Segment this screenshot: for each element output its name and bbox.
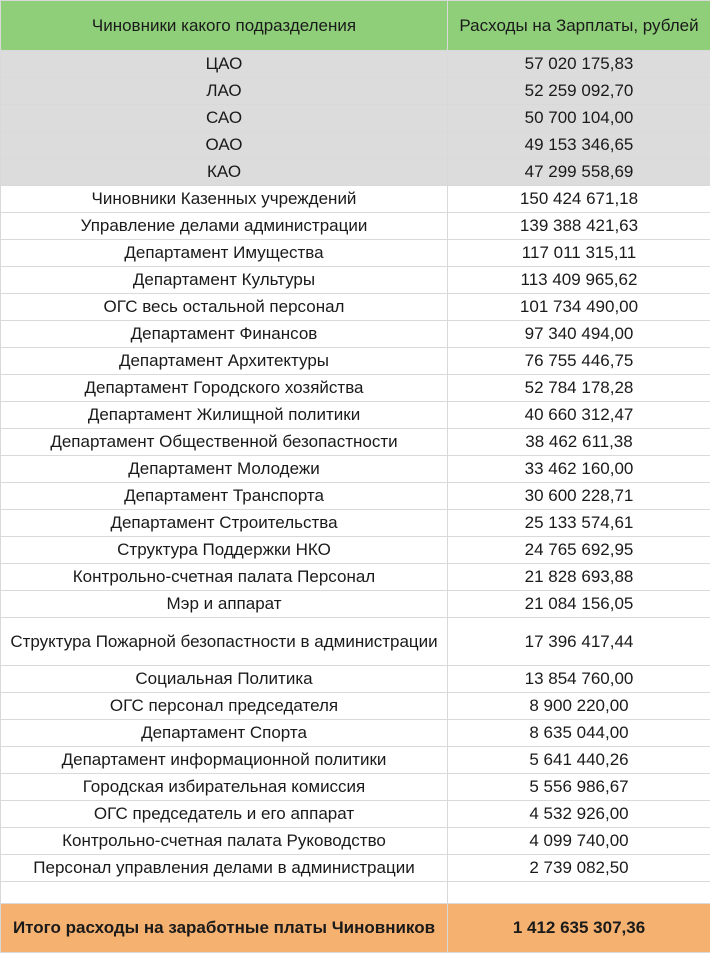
empty-row (1, 882, 710, 904)
department-cell[interactable]: ОГС персонал председателя (1, 693, 448, 720)
department-cell[interactable]: Городская избирательная комиссия (1, 774, 448, 801)
total-label[interactable]: Итого расходы на заработные платы Чиновников (1, 904, 448, 953)
salary-value-cell[interactable]: 38 462 611,38 (448, 429, 710, 456)
department-cell[interactable]: Персонал управления делами в администрации (1, 855, 448, 882)
salary-value-cell[interactable]: 25 133 574,61 (448, 510, 710, 537)
table-row (1, 159, 710, 186)
salary-value-cell[interactable]: 150 424 671,18 (448, 186, 710, 213)
salary-value-cell[interactable]: 4 099 740,00 (448, 828, 710, 855)
salary-value-cell[interactable]: 50 700 104,00 (448, 105, 710, 132)
department-cell[interactable]: Контрольно-счетная палата Руководство (1, 828, 448, 855)
total-row (1, 904, 710, 953)
salary-value-cell[interactable]: 21 828 693,88 (448, 564, 710, 591)
department-cell[interactable]: ЦАО (1, 51, 448, 78)
department-cell[interactable]: Структура Поддержки НКО (1, 537, 448, 564)
table-row (1, 747, 710, 774)
department-cell[interactable]: Департамент Архитектуры (1, 348, 448, 375)
department-cell[interactable]: Департамент Транспорта (1, 483, 448, 510)
department-cell[interactable]: Чиновники Казенных учреждений (1, 186, 448, 213)
salary-value-cell[interactable]: 13 854 760,00 (448, 666, 710, 693)
salary-value-cell[interactable]: 97 340 494,00 (448, 321, 710, 348)
salary-value-cell[interactable]: 4 532 926,00 (448, 801, 710, 828)
salary-value-cell[interactable]: 76 755 446,75 (448, 348, 710, 375)
department-cell[interactable]: Департамент Жилищной политики (1, 402, 448, 429)
table-body (1, 51, 710, 882)
table-row (1, 51, 710, 78)
table-row (1, 105, 710, 132)
department-cell[interactable]: Мэр и аппарат (1, 591, 448, 618)
department-cell[interactable]: Структура Пожарной безопастности в администрации (1, 618, 448, 666)
salary-value-cell[interactable]: 8 635 044,00 (448, 720, 710, 747)
department-cell[interactable]: Департамент Имущества (1, 240, 448, 267)
table-row (1, 666, 710, 693)
salary-value-cell[interactable]: 139 388 421,63 (448, 213, 710, 240)
table-row (1, 801, 710, 828)
table-row (1, 591, 710, 618)
salary-value-cell[interactable]: 117 011 315,11 (448, 240, 710, 267)
salary-value-cell[interactable]: 57 020 175,83 (448, 51, 710, 78)
table-row (1, 267, 710, 294)
table-row (1, 240, 710, 267)
department-cell[interactable]: САО (1, 105, 448, 132)
table-row (1, 618, 710, 666)
table-row (1, 348, 710, 375)
salary-value-cell[interactable]: 21 084 156,05 (448, 591, 710, 618)
department-cell[interactable]: ОГС весь остальной персонал (1, 294, 448, 321)
table-row (1, 186, 710, 213)
salary-value-cell[interactable]: 30 600 228,71 (448, 483, 710, 510)
table-row (1, 855, 710, 882)
salary-value-cell[interactable]: 40 660 312,47 (448, 402, 710, 429)
table-row (1, 78, 710, 105)
total-value[interactable]: 1 412 635 307,36 (448, 904, 710, 953)
department-cell[interactable]: Контрольно-счетная палата Персонал (1, 564, 448, 591)
salary-value-cell[interactable]: 52 784 178,28 (448, 375, 710, 402)
salary-value-cell[interactable]: 5 556 986,67 (448, 774, 710, 801)
table-row (1, 537, 710, 564)
salary-value-cell[interactable]: 47 299 558,69 (448, 159, 710, 186)
table-row (1, 294, 710, 321)
table-row (1, 321, 710, 348)
table-row (1, 132, 710, 159)
department-cell[interactable]: ОГС председатель и его аппарат (1, 801, 448, 828)
header-department[interactable]: Чиновники какого подразделения (1, 1, 448, 51)
department-cell[interactable]: ЛАО (1, 78, 448, 105)
salary-value-cell[interactable]: 49 153 346,65 (448, 132, 710, 159)
table-row (1, 828, 710, 855)
salary-value-cell[interactable]: 33 462 160,00 (448, 456, 710, 483)
table-row (1, 213, 710, 240)
table-row (1, 375, 710, 402)
table-row (1, 720, 710, 747)
department-cell[interactable]: Департамент Культуры (1, 267, 448, 294)
salary-value-cell[interactable]: 24 765 692,95 (448, 537, 710, 564)
department-cell[interactable]: КАО (1, 159, 448, 186)
salary-value-cell[interactable]: 113 409 965,62 (448, 267, 710, 294)
empty-cell[interactable] (1, 882, 448, 904)
department-cell[interactable]: Департамент Спорта (1, 720, 448, 747)
table-row (1, 456, 710, 483)
department-cell[interactable]: Департамент Молодежи (1, 456, 448, 483)
table-row (1, 483, 710, 510)
department-cell[interactable]: ОАО (1, 132, 448, 159)
salary-value-cell[interactable]: 52 259 092,70 (448, 78, 710, 105)
table-row (1, 774, 710, 801)
department-cell[interactable]: Социальная Политика (1, 666, 448, 693)
salary-value-cell[interactable]: 5 641 440,26 (448, 747, 710, 774)
empty-cell[interactable] (448, 882, 710, 904)
salary-value-cell[interactable]: 17 396 417,44 (448, 618, 710, 666)
table-row (1, 693, 710, 720)
table-row (1, 429, 710, 456)
salary-value-cell[interactable]: 8 900 220,00 (448, 693, 710, 720)
department-cell[interactable]: Департамент информационной политики (1, 747, 448, 774)
department-cell[interactable]: Департамент Городского хозяйства (1, 375, 448, 402)
header-row (1, 1, 710, 51)
department-cell[interactable]: Департамент Строительства (1, 510, 448, 537)
salary-value-cell[interactable]: 101 734 490,00 (448, 294, 710, 321)
table-row (1, 564, 710, 591)
header-salary-expenses[interactable]: Расходы на Зарплаты, рублей (448, 1, 710, 51)
table-row (1, 402, 710, 429)
department-cell[interactable]: Департамент Общественной безопастности (1, 429, 448, 456)
table-row (1, 510, 710, 537)
department-cell[interactable]: Департамент Финансов (1, 321, 448, 348)
department-cell[interactable]: Управление делами администрации (1, 213, 448, 240)
salary-value-cell[interactable]: 2 739 082,50 (448, 855, 710, 882)
